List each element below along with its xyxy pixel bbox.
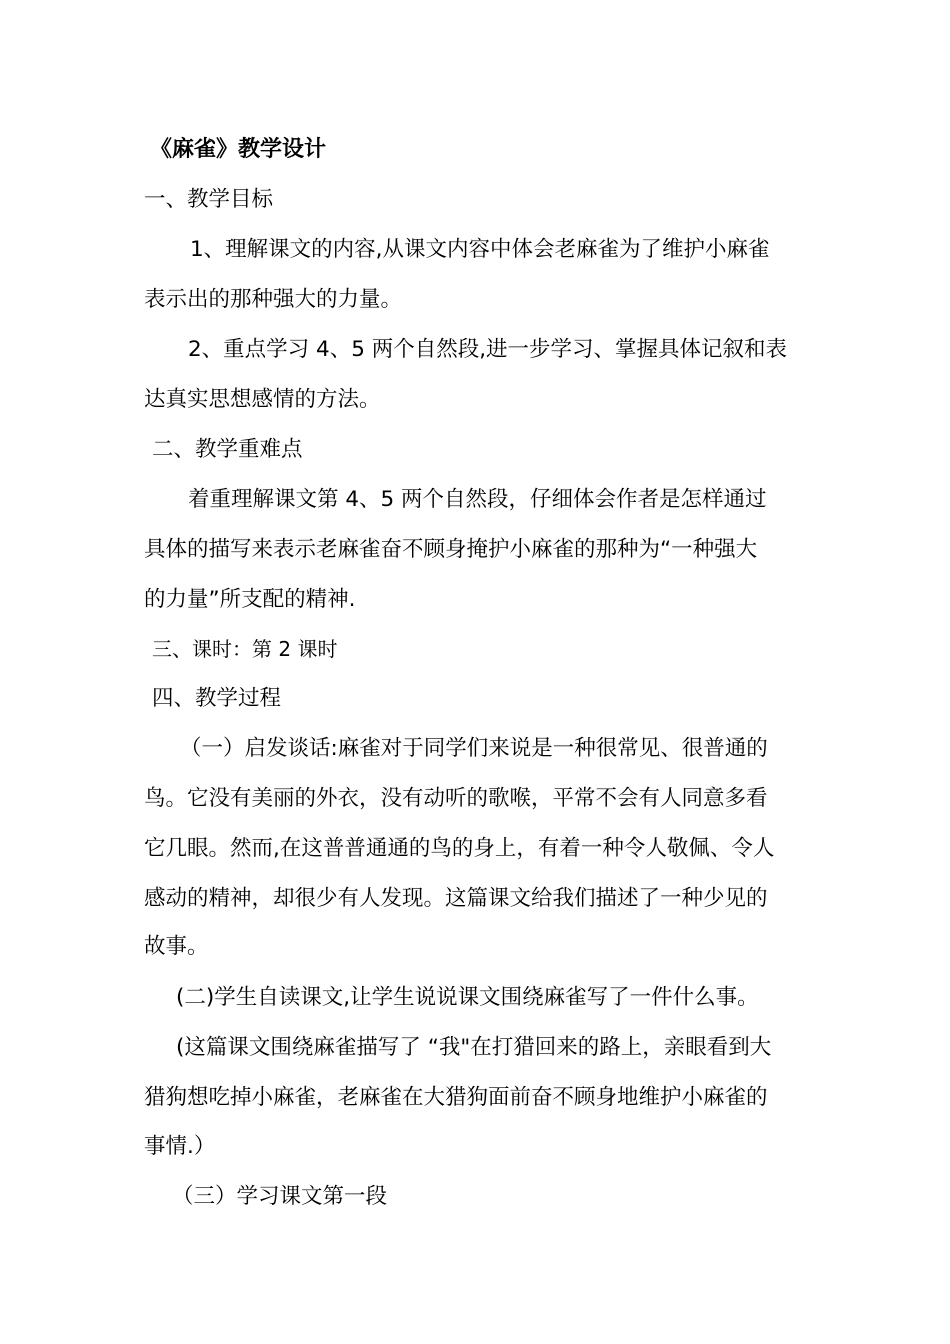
difficulty-line-2: 具体的描写来表示老麻雀奋不顾身掩护小麻雀的那种为“一种强大 [144, 537, 758, 562]
step-2: (二)学生自读课文,让学生说说课文围绕麻雀写了一件什么事。 [176, 985, 759, 1010]
step-1-line-2: 鸟。它没有美丽的外衣，没有动听的歌喉，平常不会有人同意多看 [144, 786, 768, 811]
step-1-line-1: （一）启发谈话:麻雀对于同学们来说是一种很常见、很普通的 [180, 736, 768, 761]
section-lesson-hours: 三、课时：第 2 课时 [152, 637, 338, 661]
section-heading-goals: 一、教学目标 [144, 187, 274, 212]
goal-1-line-2: 表示出的那种强大的力量。 [144, 287, 403, 312]
step-1-line-4: 感动的精神，却很少有人发现。这篇课文给我们描述了一种少见的 [144, 886, 768, 911]
step-2-answer-line-2: 猎狗想吃掉小麻雀，老麻雀在大猎狗面前奋不顾身地维护小麻雀的 [144, 1085, 768, 1110]
step-2-answer-line-1: (这篇课文围绕麻雀描写了 “我"在打猎回来的路上，亲眼看到大 [176, 1035, 772, 1060]
step-1-line-3: 它几眼。然而,在这普普通通的鸟的身上，有着一种令人敬佩、令人 [144, 836, 775, 861]
difficulty-line-1: 着重理解课文第 4、5 两个自然段，仔细体会作者是怎样通过 [188, 487, 767, 512]
goal-2-line-1: 2、重点学习 4、5 两个自然段,进一步学习、掌握具体记叙和表 [188, 337, 788, 362]
step-1-line-5: 故事。 [144, 934, 209, 959]
difficulty-line-3: 的力量”所支配的精神. [144, 587, 356, 612]
step-2-answer-line-3: 事情.） [144, 1134, 216, 1159]
section-heading-process: 四、教学过程 [152, 686, 282, 711]
goal-1-line-1: 1、理解课文的内容,从课文内容中体会老麻雀为了维护小麻雀 [190, 237, 770, 262]
step-3-heading: （三）学习课文第一段 [172, 1184, 388, 1209]
document-title: 《麻雀》教学设计 [150, 137, 327, 162]
section-heading-difficulty: 二、教学重难点 [152, 437, 303, 462]
goal-2-line-2: 达真实思想感情的方法。 [144, 387, 381, 412]
